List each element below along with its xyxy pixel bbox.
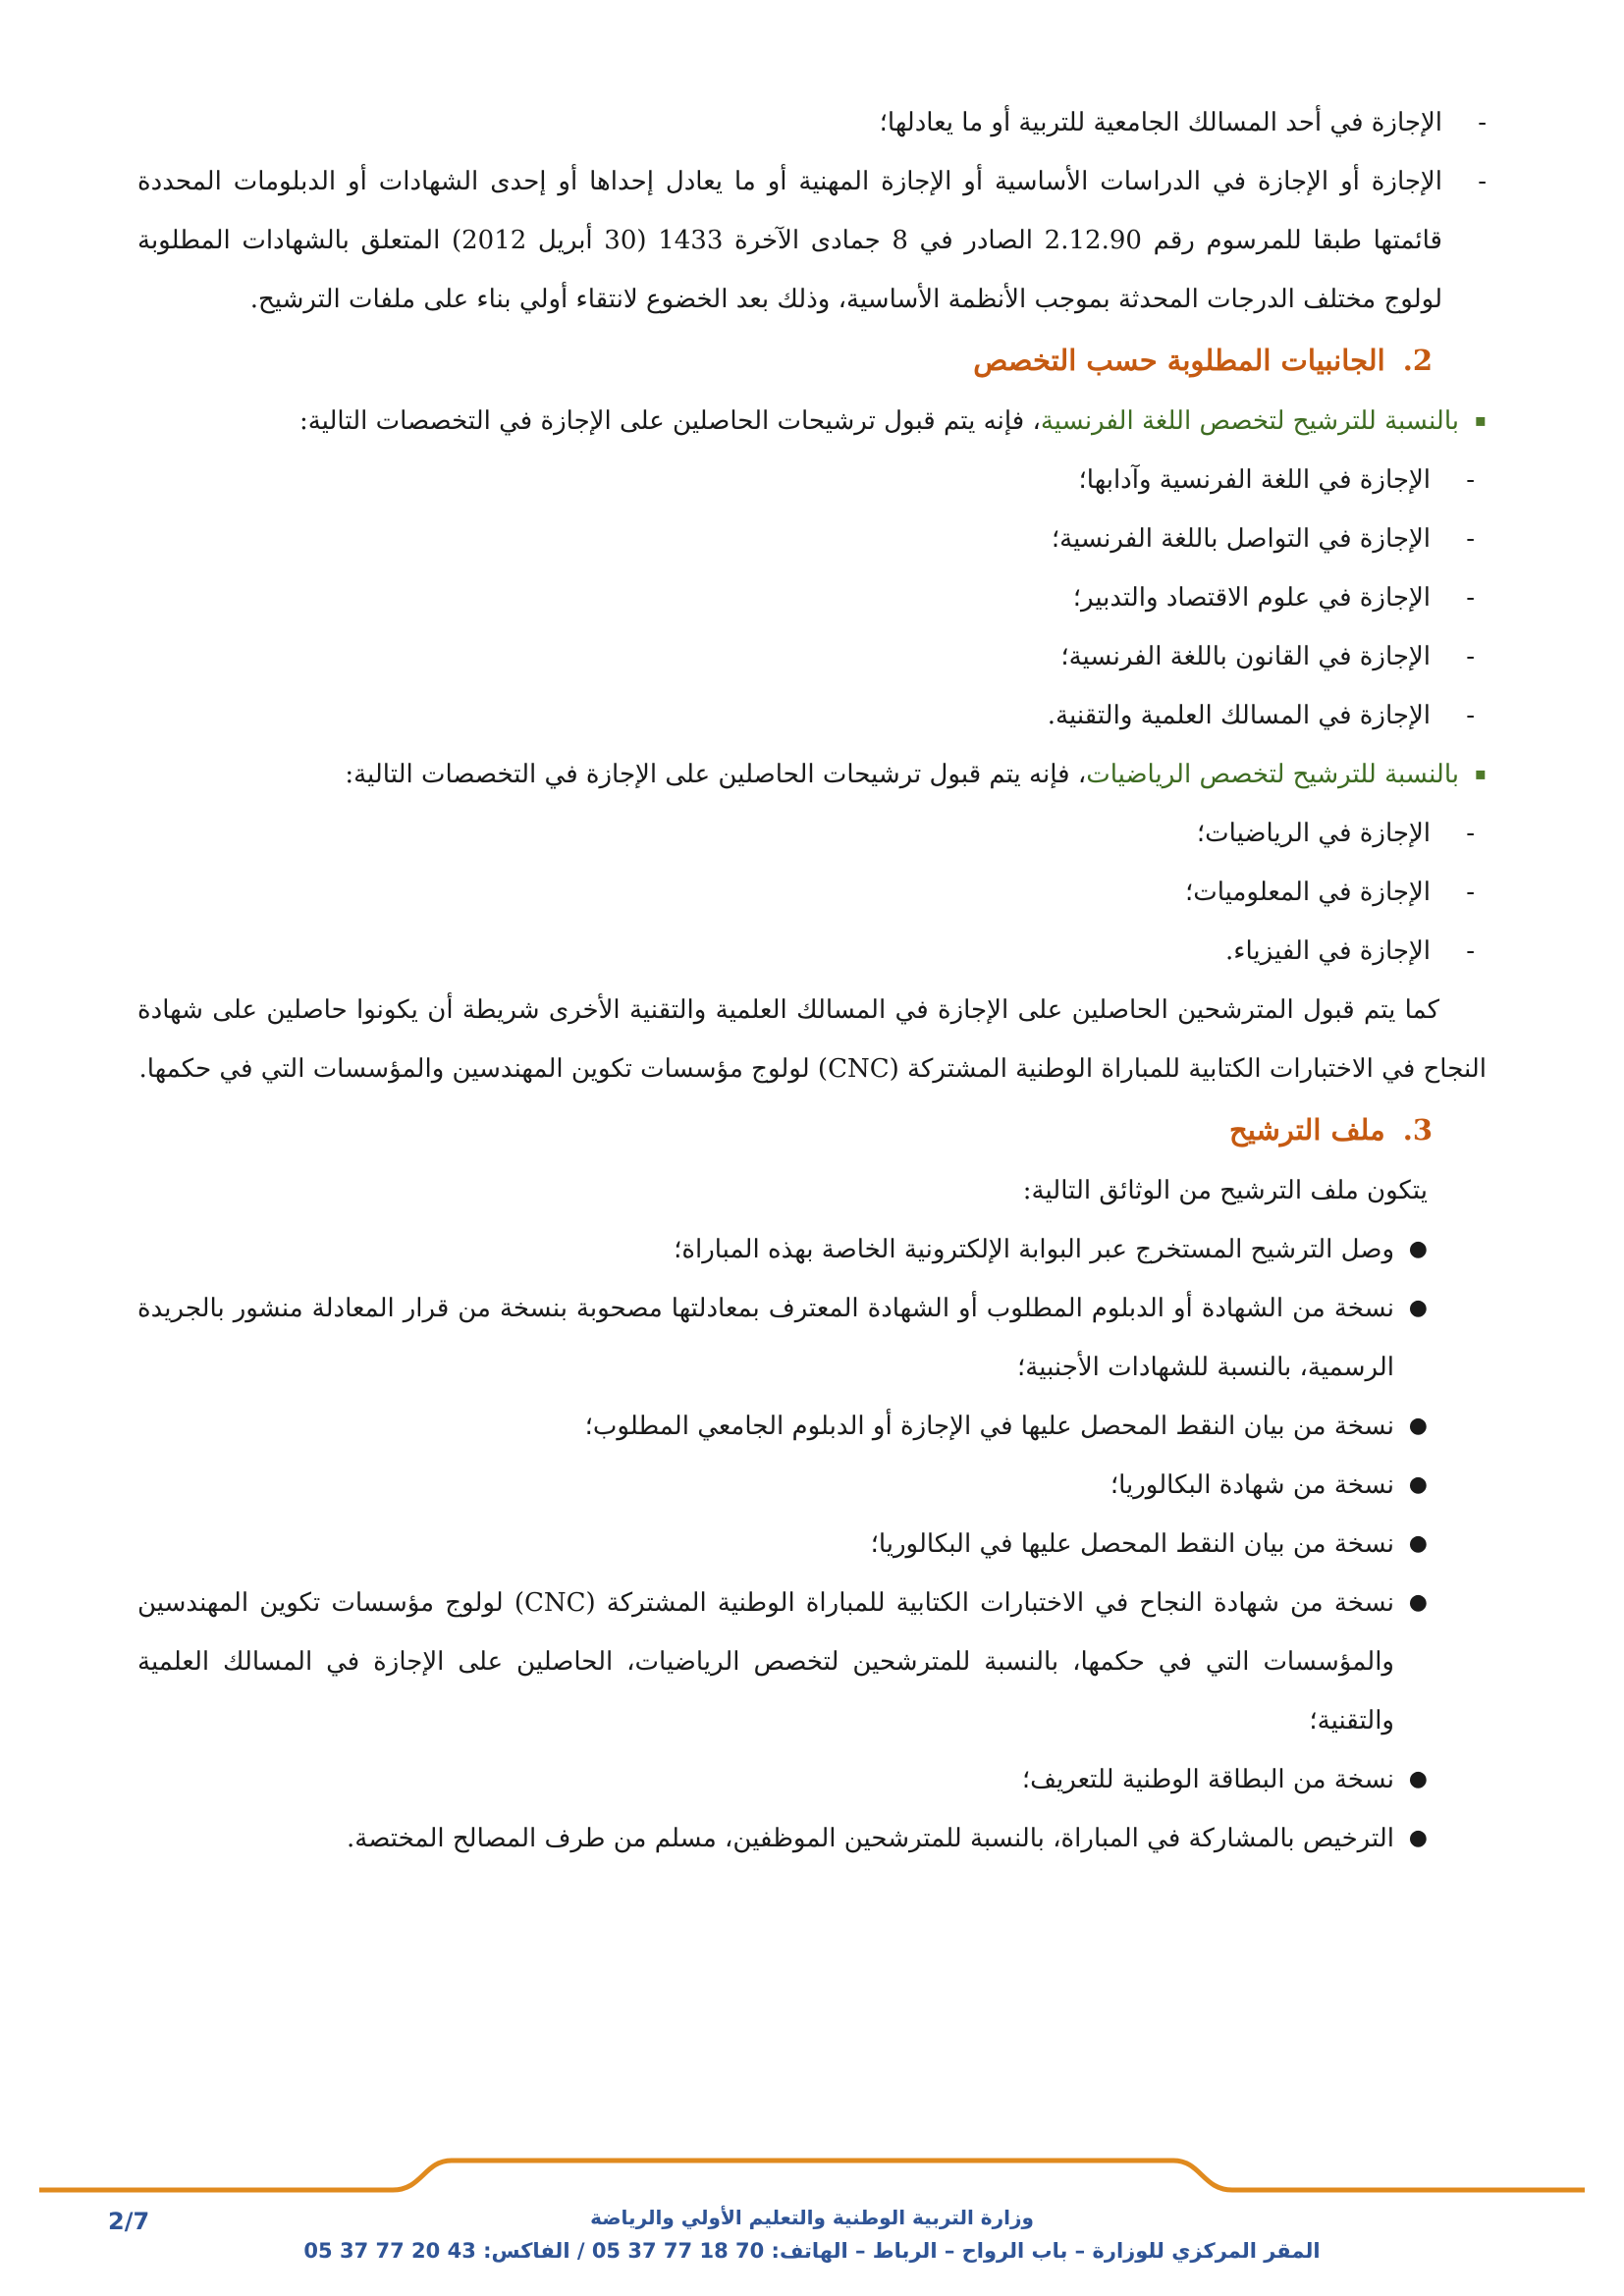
list-item: [137, 1220, 1428, 1279]
list-item: [137, 1574, 1428, 1750]
documents-list: [137, 1220, 1487, 1868]
list-item-text: الترخيص بالمشاركة في المباراة، بالنسبة للمترشحين الموظفين، مسلم من طرف المصالح المختصة.: [347, 1824, 1394, 1853]
list-item-text: وصل الترشيح المستخرج عبر البوابة الإلكترونية الخاصة بهذه المباراة؛: [674, 1235, 1394, 1264]
specialty-lead: بالنسبة للترشيح لتخصص الرياضيات: [1086, 760, 1459, 789]
list-item: [137, 1809, 1428, 1868]
dash-marker: -: [1466, 701, 1475, 730]
list-item-text: الإجازة في الرياضيات؛: [1196, 819, 1431, 848]
list-item-text: الإجازة في المسالك العلمية والتقنية.: [1047, 701, 1431, 730]
square-bullet-icon: ▪: [1474, 764, 1487, 784]
page-number: 2/7: [108, 2208, 150, 2235]
list-item: [137, 1515, 1428, 1574]
dash-marker: -: [1466, 936, 1475, 966]
dash-marker: -: [1466, 583, 1475, 613]
list-item-text: الإجازة في القانون باللغة الفرنسية؛: [1060, 642, 1431, 671]
section-number: 3.: [1402, 1113, 1433, 1147]
dash-marker: -: [1466, 642, 1475, 671]
section-number: 2.: [1402, 344, 1433, 377]
list-item-text: الإجازة في المعلوميات؛: [1184, 878, 1431, 907]
list-item: [137, 863, 1475, 922]
list-item: [137, 451, 1475, 509]
section3-heading: [137, 1098, 1487, 1161]
section-title: ملف الترشيح: [1229, 1113, 1385, 1147]
list-item-text: الإجازة في التواصل باللغة الفرنسية؛: [1051, 524, 1431, 554]
list-item-text: الإجازة في الفيزياء.: [1225, 936, 1431, 966]
math-degree-list: [137, 804, 1487, 981]
footer-divider: [39, 2149, 1585, 2208]
list-item: [137, 93, 1487, 152]
list-item-text: الإجازة في علوم الاقتصاد والتدبير؛: [1072, 583, 1431, 613]
section1-list: [137, 93, 1487, 329]
round-bullet-icon: ●: [1408, 1767, 1428, 1791]
cnc-paragraph: كما يتم قبول المترشحين الحاصلين على الإجازة في المسالك العلمية والتقنية الأخرى شريطة أن يكونوا حاصلين على شهادة النجاح في الاختبارات الكتابية للمباراة الوطنية المشتركة (CNC) لولوج مؤسسات تكوين المهندسين والمؤسسات التي في حكمها.: [137, 995, 1487, 1084]
square-bullet-icon: ▪: [1474, 410, 1487, 431]
dash-marker: -: [1466, 819, 1475, 848]
list-item: [137, 627, 1475, 686]
specialty-math: [137, 745, 1487, 804]
specialty-rest: ، فإنه يتم قبول ترشيحات الحاصلين على الإجازة في التخصصات التالية:: [298, 406, 1041, 436]
dash-marker: -: [1466, 878, 1475, 907]
section2-heading: [137, 329, 1487, 392]
section-title: الجانبيات المطلوبة حسب التخصص: [973, 344, 1385, 377]
list-item-text: نسخة من الشهادة أو الدبلوم المطلوب أو الشهادة المعترف بمعادلتها مصحوبة بنسخة من قرار المعادلة منشور بالجريدة الرسمية، بالنسبة للشهادات الأجنبية؛: [137, 1294, 1394, 1382]
list-item-text: نسخة من بيان النقط المحصل عليها في البكالوريا؛: [870, 1529, 1394, 1559]
ministry-address: المقر المركزي للوزارة – باب الرواح – الرباط – الهاتف: 70 18 77 37 05 / الفاكس: 43 20 77 37 05: [303, 2239, 1321, 2263]
list-item-text: الإجازة في اللغة الفرنسية وآدابها؛: [1078, 465, 1431, 495]
list-item: [137, 152, 1487, 329]
ministry-name: وزارة التربية الوطنية والتعليم الأولي والرياضة: [590, 2206, 1034, 2229]
list-item: [137, 922, 1475, 981]
list-item: [137, 1750, 1428, 1809]
round-bullet-icon: ●: [1408, 1472, 1428, 1497]
list-item: [137, 1279, 1428, 1397]
round-bullet-icon: ●: [1408, 1237, 1428, 1261]
french-degree-list: [137, 451, 1487, 745]
dash-marker: -: [1466, 465, 1475, 495]
round-bullet-icon: ●: [1408, 1414, 1428, 1438]
footer-curve-line: [39, 2161, 1585, 2190]
list-item-text: نسخة من البطاقة الوطنية للتعريف؛: [1021, 1765, 1394, 1794]
round-bullet-icon: ●: [1408, 1531, 1428, 1556]
list-item: [137, 568, 1475, 627]
round-bullet-icon: ●: [1408, 1590, 1428, 1615]
dash-marker: -: [1466, 524, 1475, 554]
round-bullet-icon: ●: [1408, 1826, 1428, 1850]
list-item-text: الإجازة أو الإجازة في الدراسات الأساسية أو الإجازة المهنية أو ما يعادل إحداها أو إحدى الشهادات أو الدبلومات المحددة قائمتها طبقا للمرسوم رقم 2.12.90 الصادر في 8 جمادى الآخرة 1433 (30 أبريل 2012) المتعلق بالشهادات المطلوبة لولوج مختلف الدرجات المحدثة بموجب الأنظمة الأساسية، وذلك بعد الخضوع لانتقاء أولي بناء على ملفات الترشيح.: [137, 167, 1442, 314]
documents-intro: يتكون ملف الترشيح من الوثائق التالية:: [1022, 1176, 1428, 1205]
round-bullet-icon: ●: [1408, 1296, 1428, 1320]
list-item: [137, 804, 1475, 863]
specialty-rest: ، فإنه يتم قبول ترشيحات الحاصلين على الإجازة في التخصصات التالية:: [345, 760, 1087, 789]
list-item: [137, 1397, 1428, 1456]
list-item-text: نسخة من شهادة النجاح في الاختبارات الكتابية للمباراة الوطنية المشتركة (CNC) لولوج مؤسسات تكوين المهندسين والمؤسسات التي في حكمها، بالنسبة للمترشحين لتخصص الرياضيات، الحاصلين على الإجازة في المسالك العلمية والتقنية؛: [137, 1588, 1394, 1735]
list-item: [137, 1456, 1428, 1515]
specialty-lead: بالنسبة للترشيح لتخصص اللغة الفرنسية: [1040, 406, 1459, 436]
dash-marker: -: [1478, 167, 1487, 196]
list-item: [137, 509, 1475, 568]
document-body: [137, 93, 1487, 1868]
list-item-text: الإجازة في أحد المسالك الجامعية للتربية أو ما يعادلها؛: [879, 108, 1442, 137]
list-item: [137, 686, 1475, 745]
list-item-text: نسخة من شهادة البكالوريا؛: [1110, 1470, 1394, 1500]
list-item-text: نسخة من بيان النقط المحصل عليها في الإجازة أو الدبلوم الجامعي المطلوب؛: [584, 1412, 1394, 1441]
specialty-french: [137, 392, 1487, 451]
page-footer: [39, 2149, 1585, 2296]
dash-marker: -: [1478, 108, 1487, 137]
